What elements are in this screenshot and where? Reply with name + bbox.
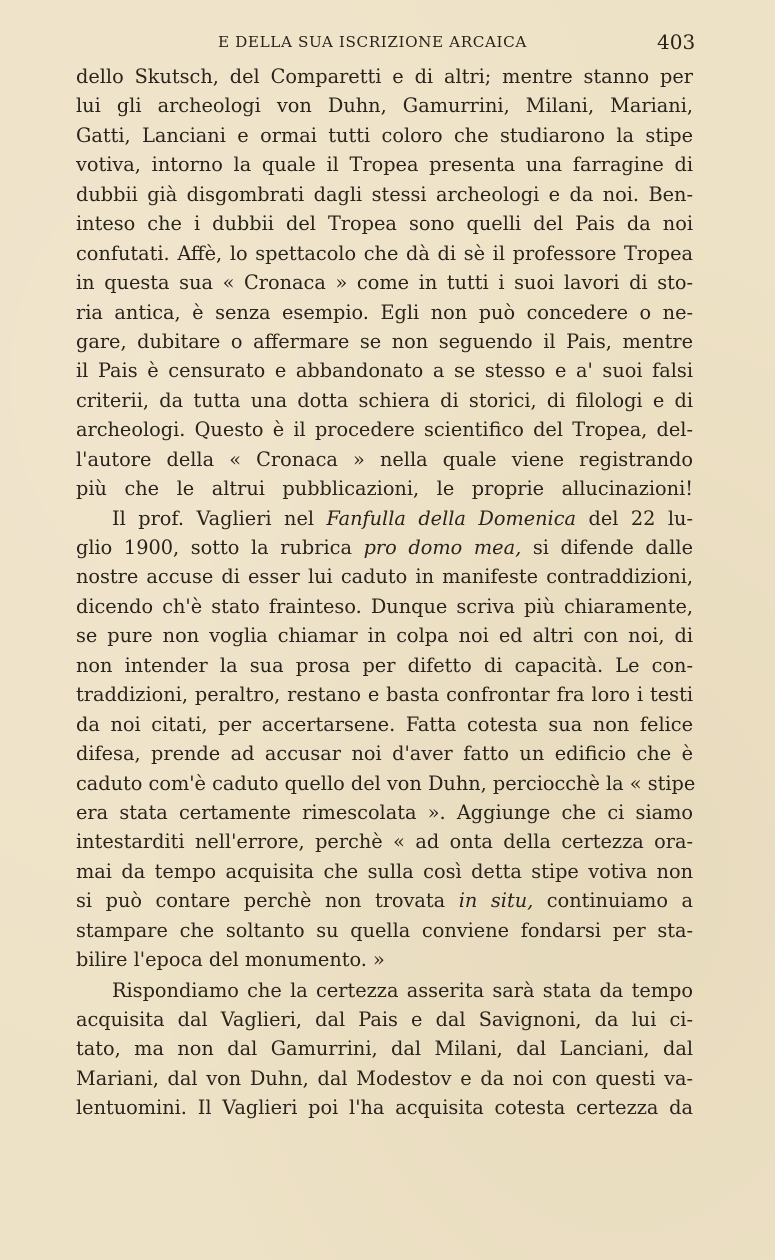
text-line: Gatti, Lanciani e ormai tutti coloro che studiarono la stipe [76, 123, 693, 147]
text-line: ria antica, è senza esempio. Egli non può concedere o ne- [76, 300, 693, 324]
paragraph-1 [76, 62, 693, 504]
text-line: più che le altrui pubblicazioni, le proprie allucinazioni! [76, 477, 693, 501]
page-number: 403 [657, 30, 696, 54]
text-line: era stata certamente rimescolata ». Aggiunge che ci siamo [76, 800, 693, 824]
text-run: del 22 lu- [576, 506, 693, 530]
paragraph-2 [76, 504, 696, 975]
text-line: se pure non voglia chiamar in colpa noi ed altri con noi, di [76, 624, 693, 648]
text-line: dicendo ch'è stato frainteso. Dunque scriva più chiaramente, [76, 594, 693, 618]
text-line: gare, dubitare o affermare se non seguendo il Pais, mentre [76, 329, 693, 353]
text-line: lui gli archeologi von Duhn, Gamurrini, Milani, Mariani, [76, 94, 693, 118]
text-line: nostre accuse di esser lui caduto in manifeste contraddizioni, [76, 565, 693, 589]
text-line [76, 533, 693, 562]
text-line [76, 504, 693, 533]
text-line: intestarditi nell'errore, perchè « ad onta della certezza ora- [76, 830, 693, 854]
text-line: Rispondiamo che la certezza asserita sarà stata da tempo [112, 978, 693, 1002]
text-line: archeologi. Questo è il procedere scientifico del Tropea, del- [76, 418, 693, 442]
text-run: continuiamo a [533, 889, 693, 913]
running-head [0, 30, 775, 56]
text-line: in questa sua « Cronaca » come in tutti i suoi lavori di sto- [76, 271, 693, 295]
text-line: tato, ma non dal Gamurrini, dal Milani, dal Lanciani, dal [76, 1037, 693, 1061]
text-line: bilire l'epoca del monumento. » [76, 948, 385, 972]
italic-phrase: in situ, [458, 889, 534, 913]
text-line: da noi citati, per accertarsene. Fatta cotesta sua non felice [76, 712, 693, 736]
paragraph-3 [76, 976, 693, 1123]
text-run: si può contare perchè non trovata [76, 889, 459, 913]
text-line: difesa, prende ad accusar noi d'aver fatto un edificio che è [76, 742, 693, 766]
text-line: dubbii già disgombrati dagli stessi archeologi e da noi. Ben- [76, 182, 693, 206]
text-line: confutati. Affè, lo spettacolo che dà di sè il professore Tropea [76, 241, 693, 265]
text-line [76, 886, 693, 915]
text-run: glio 1900, sotto la rubrica [76, 536, 364, 559]
text-line: votiva, intorno la quale il Tropea presenta una farragine di [76, 153, 693, 177]
text-run: Il prof. Vaglieri nel [112, 506, 327, 530]
text-line: stampare che soltanto su quella conviene fondarsi per sta- [76, 918, 693, 942]
text-run: si difende dalle [521, 536, 693, 559]
text-line: l'autore della « Cronaca » nella quale viene registrando [76, 447, 693, 471]
text-line: caduto com'è caduto quello del von Duhn, perciocchè la « stipe [76, 771, 696, 795]
italic-phrase: pro domo mea, [363, 536, 522, 559]
running-title: E DELLA SUA ISCRIZIONE ARCAICA [218, 33, 527, 51]
italic-title: Fanfulla della Domenica [326, 506, 577, 530]
text-line: dello Skutsch, del Comparetti e di altri; mentre stanno per [76, 65, 693, 88]
text-line: acquisita dal Vaglieri, dal Pais e dal Savignoni, da lui ci- [76, 1008, 693, 1031]
body-text [76, 62, 696, 1123]
text-line: Mariani, dal von Duhn, dal Modestov e da noi con questi va- [76, 1066, 693, 1090]
text-line: il Pais è censurato e abbandonato a se stesso e a' suoi falsi [76, 359, 693, 383]
text-line: criterii, da tutta una dotta schiera di storici, di filologi e di [76, 388, 693, 412]
text-line: inteso che i dubbii del Tropea sono quelli del Pais da noi [76, 212, 693, 236]
text-line: lentuomini. Il Vaglieri poi l'ha acquisita cotesta certezza da [76, 1096, 693, 1120]
text-line: mai da tempo acquisita che sulla così detta stipe votiva non [76, 859, 693, 883]
text-line: non intender la sua prosa per difetto di capacità. Le con- [76, 653, 693, 677]
text-line: traddizioni, peraltro, restano e basta confrontar fra loro i testi [76, 683, 693, 707]
